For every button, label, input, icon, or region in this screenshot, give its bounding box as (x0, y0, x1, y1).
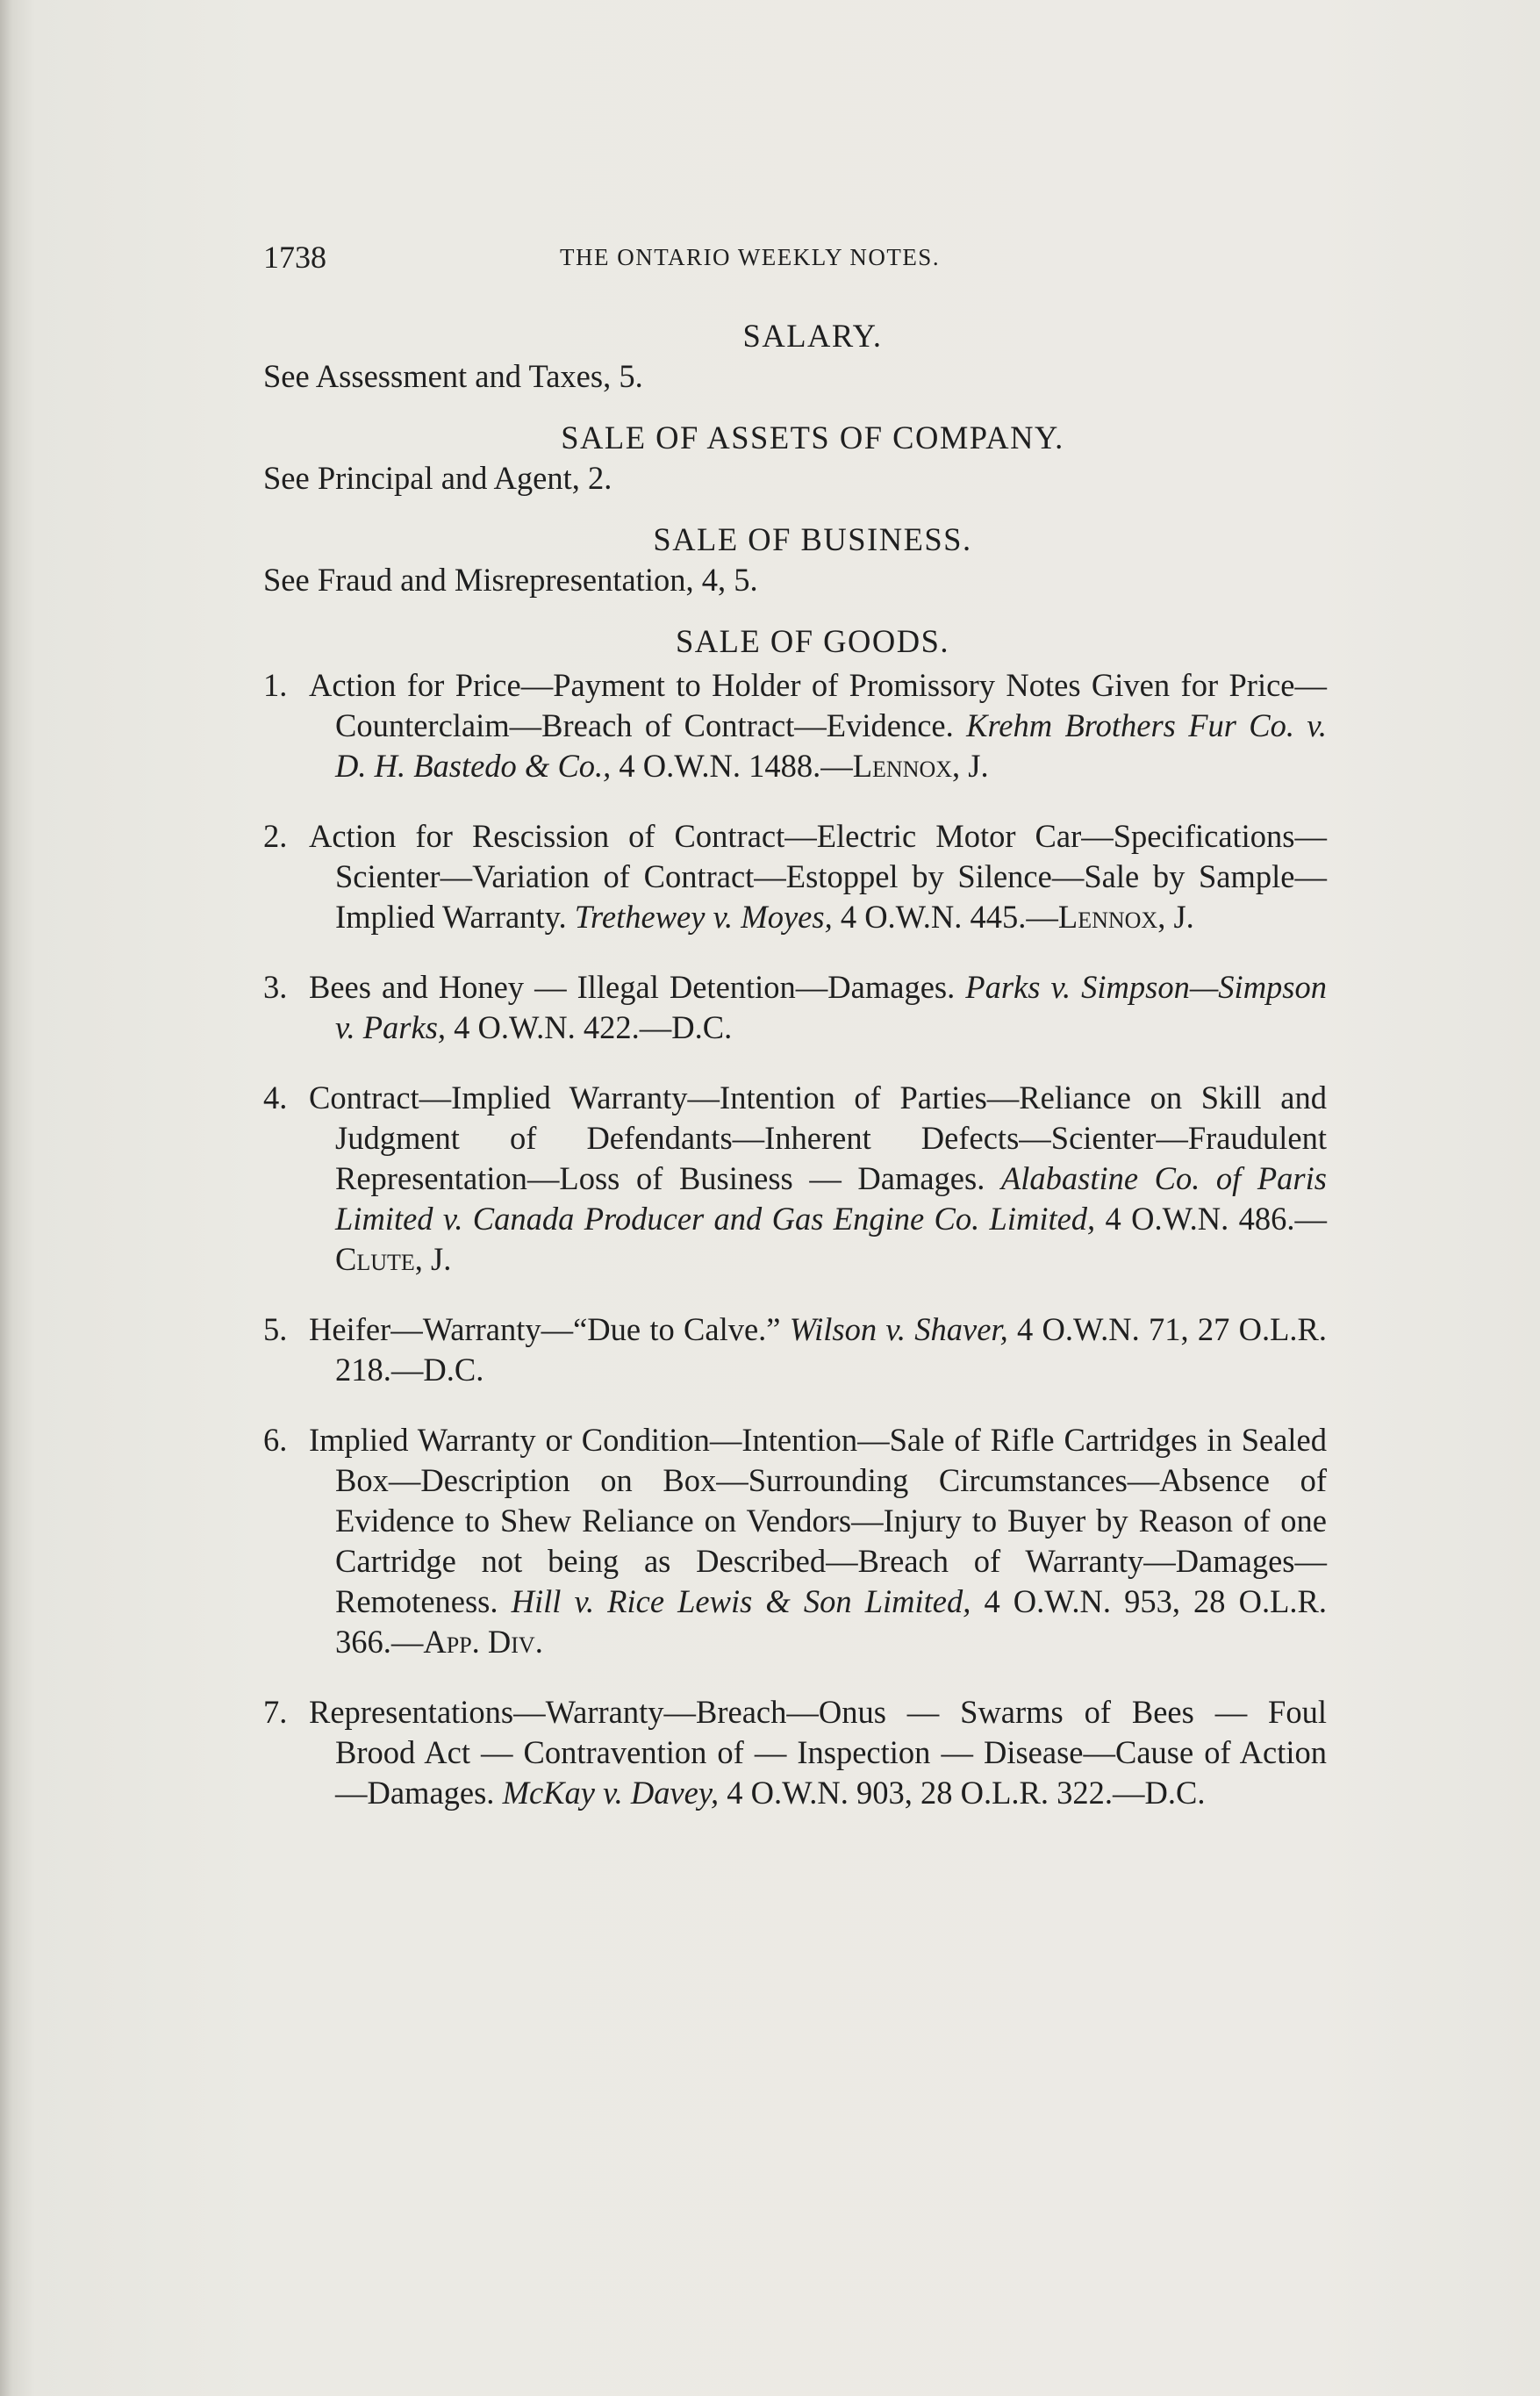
running-head: THE ONTARIO WEEKLY NOTES. (560, 244, 941, 270)
entry-number: 7. (263, 1694, 288, 1730)
entry-text: Representations—Warranty—Breach—Onus — Swarms of Bees — Foul Brood Act — Contravention of — Inspection — Disease—Cause of Action—Damages. (309, 1694, 1327, 1811)
case-name: Wilson v. Shaver, (789, 1311, 1008, 1347)
case-name: McKay v. Davey, (502, 1775, 720, 1811)
entry-number: 3. (263, 969, 288, 1005)
entry-number: 2. (263, 818, 288, 854)
citation: 4 O.W.N. 486.— (1105, 1201, 1327, 1237)
entry-number: 6. (263, 1422, 288, 1458)
list-item (263, 816, 1327, 937)
section-title-sale-of-assets: SALE OF ASSETS OF COMPANY. (561, 420, 1064, 456)
case-name: Hill v. Rice Lewis & Son Limited, (511, 1583, 971, 1619)
citation: 4 O.W.N. 445.— (840, 899, 1058, 935)
citation: 4 O.W.N. 422.— (454, 1009, 672, 1045)
entry-text: Action for Rescission of Contract—Electric Motor Car—Specifications—Scienter—Variation of Contract—Estoppel by Silence—Sale by Sample—Implied Warranty. (309, 818, 1327, 935)
citation: 4 O.W.N. 953, 28 O.L.R. 366.— (335, 1583, 1327, 1660)
entry-text: Action for Price—Payment to Holder of Promissory Notes Given for Price—Counterclaim—Breach of Contract—Evidence. (309, 667, 1327, 743)
entry-text: Contract—Implied Warranty—Intention of Parties—Reliance on Skill and Judgment of Defendants—Inherent Defects—Scienter—Fraudulent Representation—Loss of Business — Damages. (309, 1080, 1327, 1196)
entry-number: 5. (263, 1311, 288, 1347)
citation: 4 O.W.N. 903, 28 O.L.R. 322.— (727, 1775, 1145, 1811)
judge: D.C. (423, 1352, 484, 1388)
judge: Lennox, J. (852, 748, 989, 784)
entry-text: Heifer—Warranty—“Due to Calve.” (309, 1311, 781, 1347)
see-reference-sale-of-business: See Fraud and Misrepresentation, 4, 5. (263, 562, 758, 598)
judge: App. Div. (423, 1624, 543, 1660)
judge: D.C. (671, 1009, 733, 1045)
section-title-salary: SALARY. (742, 318, 883, 354)
page-header (263, 239, 1327, 283)
judge: Lennox, J. (1057, 899, 1194, 935)
citation: 4 O.W.N. 71, 27 O.L.R. 218.— (335, 1311, 1327, 1388)
list-item (263, 1078, 1327, 1280)
judge: D.C. (1144, 1775, 1206, 1811)
list-item (263, 665, 1327, 786)
entries-list (263, 665, 1327, 1813)
case-name: Krehm Brothers Fur Co. v. D. H. Bastedo & Co., (335, 707, 1327, 784)
see-reference-sale-of-assets: See Principal and Agent, 2. (263, 460, 612, 496)
see-reference-salary: See Assessment and Taxes, 5. (263, 358, 643, 394)
citation: 4 O.W.N. 1488.— (619, 748, 853, 784)
section-title-sale-of-goods: SALE OF GOODS. (675, 623, 950, 659)
list-item (263, 967, 1327, 1048)
list-item (263, 1692, 1327, 1813)
list-item (263, 1420, 1327, 1662)
entry-number: 1. (263, 667, 288, 703)
list-item (263, 1309, 1327, 1390)
entry-number: 4. (263, 1080, 288, 1116)
judge: Clute, J. (335, 1241, 452, 1277)
case-name: Alabastine Co. of Paris Limited v. Canada Producer and Gas Engine Co. Limited, (335, 1160, 1327, 1237)
entry-text: Bees and Honey — Illegal Detention—Damages. (309, 969, 956, 1005)
entry-text: Implied Warranty or Condition—Intention—Sale of Rifle Cartridges in Sealed Box—Description on Box—Surrounding Circumstances—Absence of Evidence to Shew Reliance on Vendors—Injury to Buyer by Reason of one Cartridge not being as Described—Breach of Warranty—Damages—Remoteness. (309, 1422, 1327, 1619)
case-name: Parks v. Simpson—Simpson v. Parks, (335, 969, 1328, 1045)
case-name: Trethewey v. Moyes, (574, 899, 833, 935)
section-title-sale-of-business: SALE OF BUSINESS. (653, 521, 972, 557)
index-content (263, 316, 1327, 1843)
page-number: 1738 (263, 240, 326, 275)
